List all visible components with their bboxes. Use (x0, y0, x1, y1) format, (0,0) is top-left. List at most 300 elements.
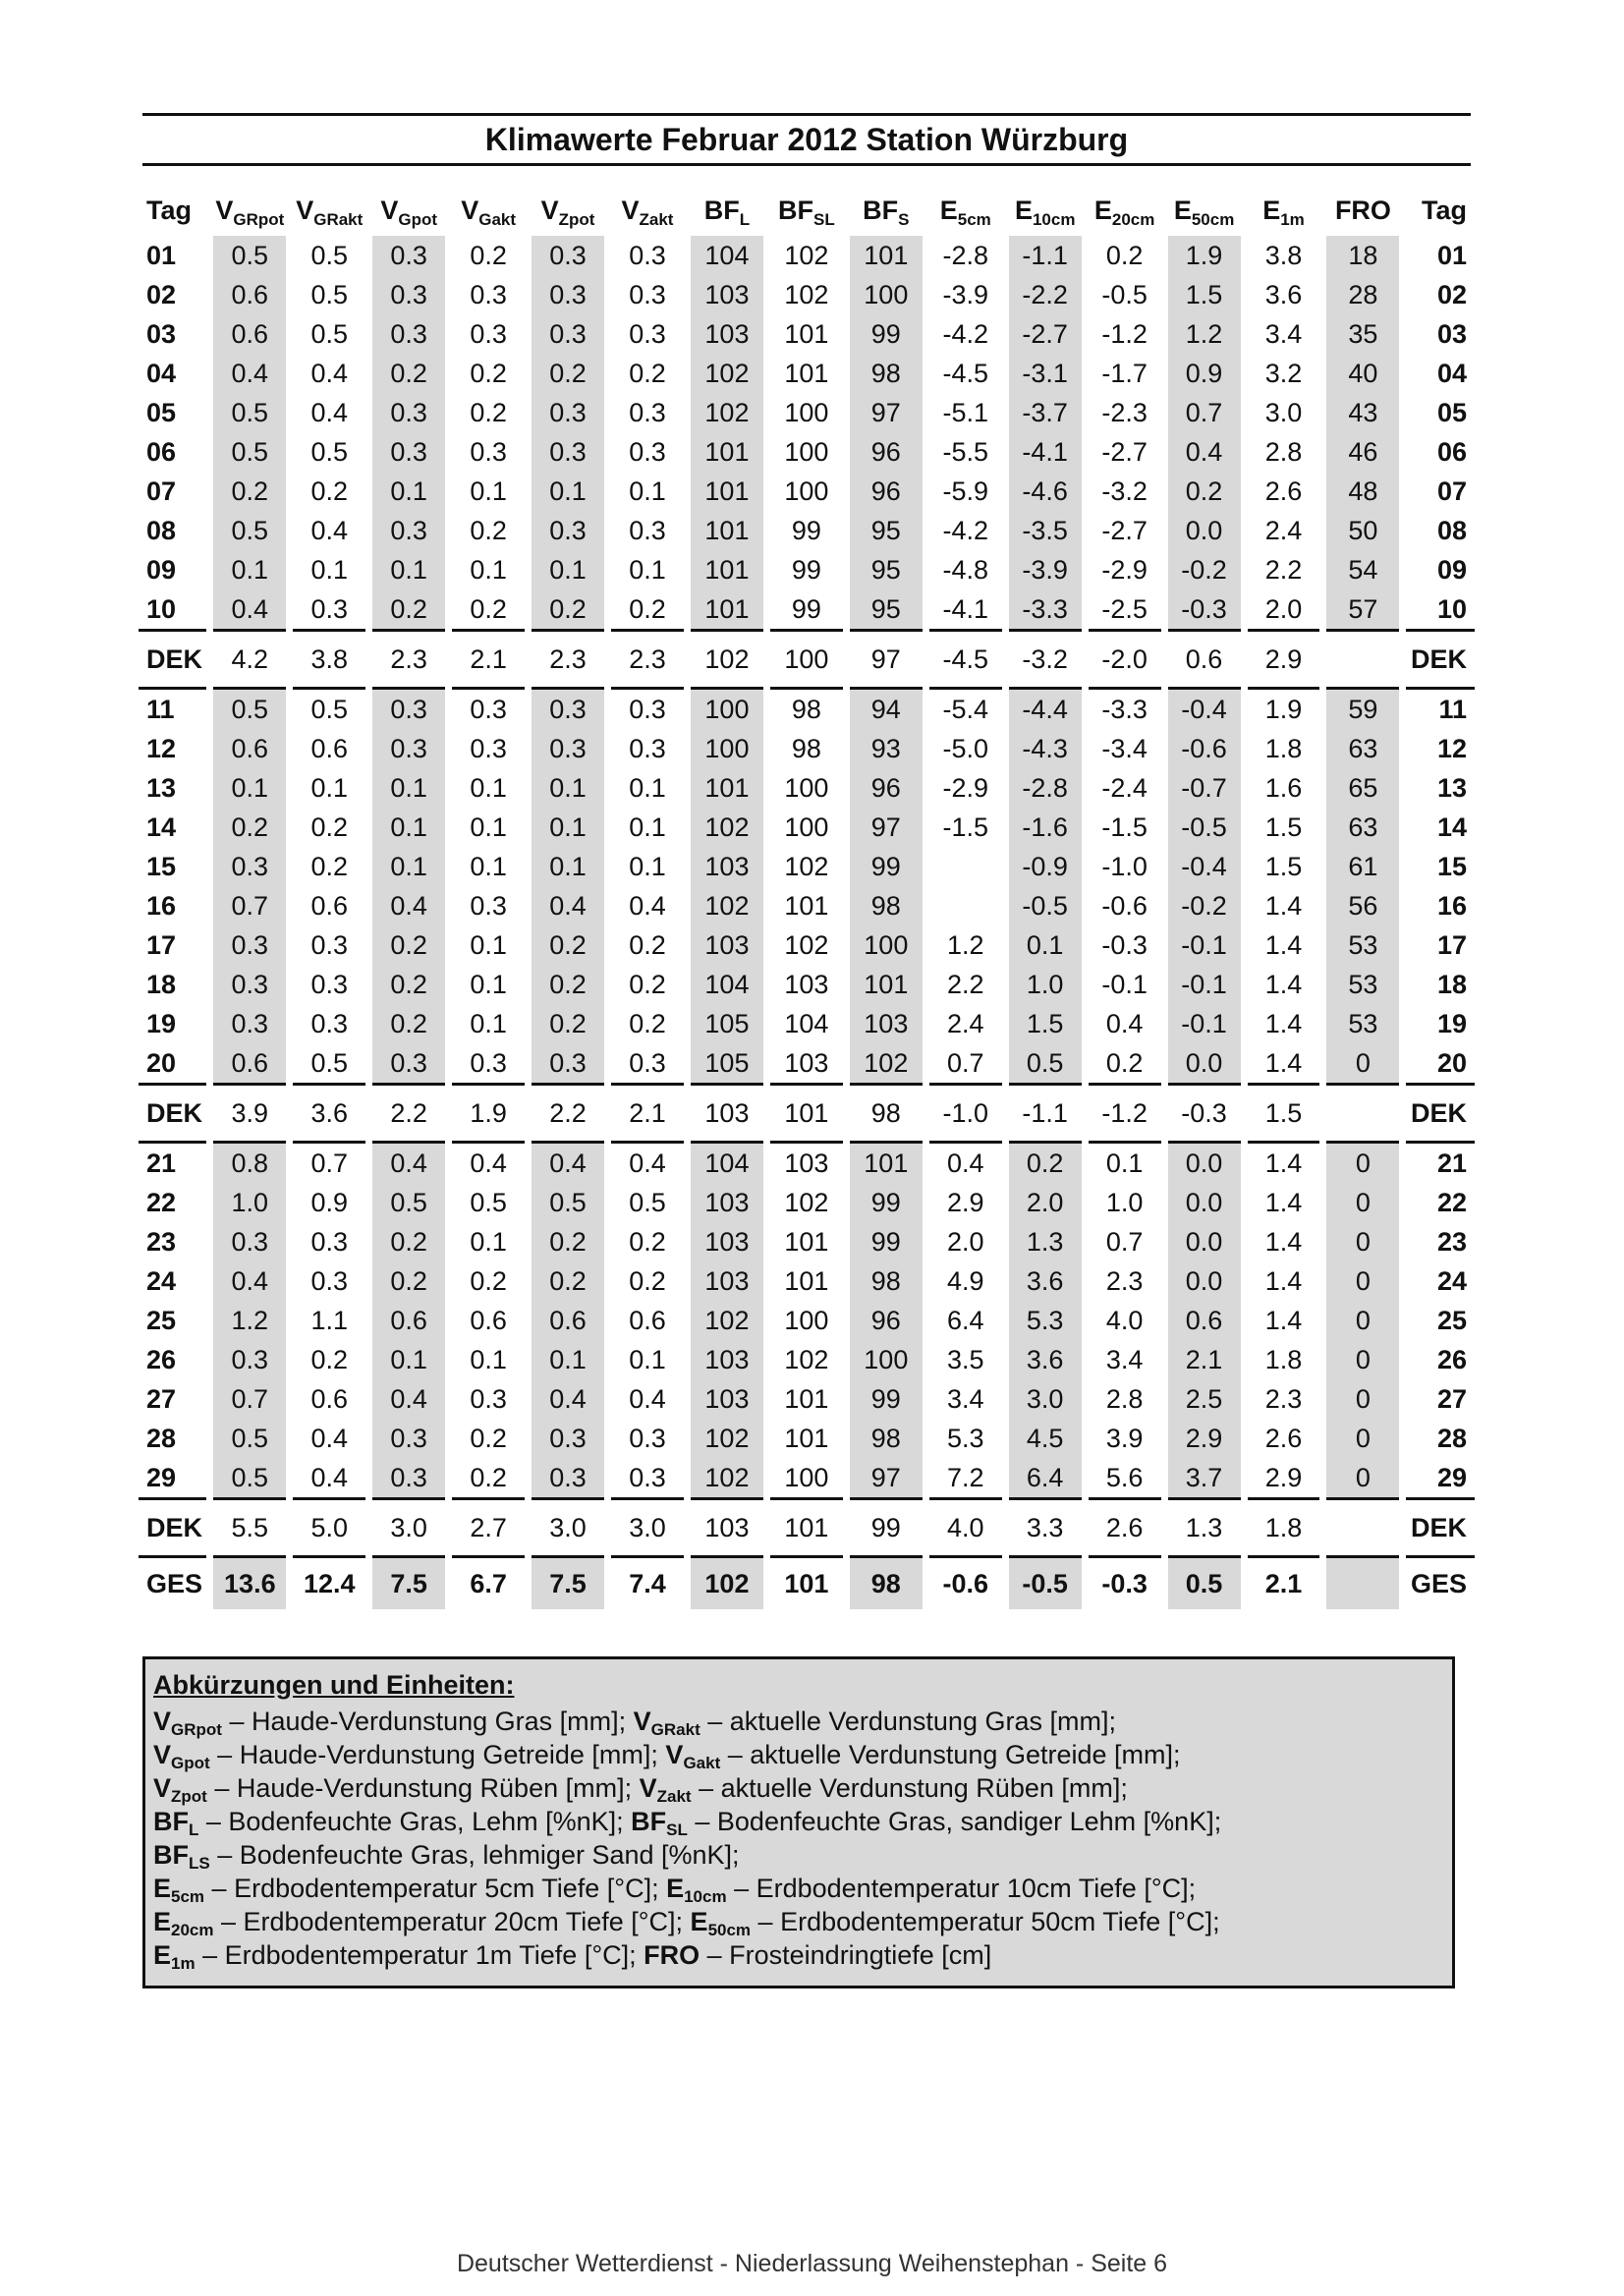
table-row (139, 689, 1475, 730)
table-cell: 0.9 (1164, 354, 1244, 393)
table-cell: 5.3 (1005, 1301, 1085, 1340)
table-cell: 6.4 (946, 1306, 984, 1335)
table-cell: 0.3 (369, 275, 449, 314)
table-cell: 2.6 (1264, 476, 1303, 506)
table-cell: 0.1 (210, 768, 290, 808)
table-cell: 0.6 (470, 1306, 507, 1335)
table-cell: -4.1 (1005, 432, 1085, 472)
table-cell: 98 (846, 1419, 925, 1458)
table-row (139, 768, 1475, 808)
table-cell: 65 (1323, 768, 1403, 808)
table-cell: -5.5 (942, 437, 989, 467)
table-cell: -3.3 (1101, 695, 1148, 724)
table-cell: 0.7 (1105, 1227, 1144, 1257)
table-cell: 0.3 (369, 432, 449, 472)
table-cell: -3.3 (1005, 589, 1085, 631)
table-cell: 0.5 (210, 432, 290, 472)
table-cell: 10 (146, 594, 177, 624)
table-cell: 0.2 (529, 589, 608, 631)
table-cell: 6.4 (1005, 1458, 1085, 1499)
table-cell: 2.8 (1264, 437, 1303, 467)
table-cell: 0.1 (310, 773, 349, 803)
table-cell: 1.4 (1264, 930, 1303, 960)
table-cell: 101 (846, 965, 925, 1004)
table-cell: 0.4 (310, 1463, 349, 1492)
table-cell: 0.4 (470, 1148, 507, 1178)
table-cell: 3.6 (290, 1085, 369, 1143)
table-cell: 0.2 (529, 1004, 608, 1043)
legend-abbrev: $E_{20cm}$ (153, 1907, 214, 1939)
table-cell: 03 (146, 319, 177, 349)
table-row (139, 808, 1475, 847)
table-cell: 0.4 (210, 589, 290, 631)
table-cell: 0.3 (629, 1424, 666, 1453)
table-cell: -1.5 (1101, 812, 1148, 842)
table-cell: GES (1410, 1569, 1467, 1598)
table-cell: 0.2 (629, 1266, 666, 1296)
table-cell: 98 (846, 1261, 925, 1301)
table-cell: 98 (846, 354, 925, 393)
table-cell: -2.0 (1085, 631, 1164, 689)
column-header: $BF_{SL}$ (778, 196, 835, 229)
table-cell: -0.3 (1164, 1085, 1244, 1143)
table-cell: -1.2 (1085, 1085, 1164, 1143)
table-cell: -3.2 (1101, 476, 1148, 506)
table-cell: 0.2 (210, 472, 290, 511)
table-cell: DEK (1403, 1085, 1475, 1143)
table-cell: 0.4 (369, 1143, 449, 1184)
table-cell: 0.3 (369, 236, 449, 275)
table-cell: 0.2 (529, 965, 608, 1004)
table-cell: 94 (846, 689, 925, 730)
table-cell: 1.2 (946, 930, 984, 960)
table-cell: 101 (846, 1143, 925, 1184)
table-cell: -4.6 (1005, 472, 1085, 511)
table-cell: 102 (784, 1345, 829, 1374)
table-cell: 0.1 (1105, 1148, 1144, 1178)
table-cell: 100 (687, 689, 766, 730)
table-row (139, 472, 1475, 511)
legend-line: $E_{20cm}$ – Erdbodentemperatur 20cm Tiefe [°C]; $E_{50cm}$ – Erdbodentemperatur 50cm Tiefe [°C]; (153, 1907, 1220, 1939)
table-cell: 0.2 (529, 1261, 608, 1301)
table-cell: 0.2 (470, 241, 507, 270)
table-cell: 100 (784, 1306, 829, 1335)
table-cell: 103 (687, 1183, 766, 1222)
table-cell: 102 (687, 393, 766, 432)
table-row (139, 236, 1475, 275)
table-cell: 0 (1323, 1340, 1403, 1379)
table-cell: 103 (687, 275, 766, 314)
table-cell: 1.3 (1005, 1222, 1085, 1261)
table-cell: -0.4 (1164, 847, 1244, 886)
table-cell: 04 (146, 359, 177, 388)
table-cell: 2.0 (946, 1227, 984, 1257)
table-cell: 99 (846, 1379, 925, 1419)
legend-abbrev: $V_{GRakt}$ (633, 1707, 700, 1739)
table-cell: 26 (146, 1345, 177, 1374)
table-row (139, 314, 1475, 354)
table-cell: 0.1 (369, 472, 449, 511)
table-cell: 0.3 (210, 1222, 290, 1261)
table-row (139, 1301, 1475, 1340)
table-cell: 0.1 (369, 768, 449, 808)
table-cell: -0.1 (1164, 1004, 1244, 1043)
table-cell: 102 (687, 808, 766, 847)
table-cell: 0.4 (369, 1379, 449, 1419)
table-cell: 2.1 (1164, 1340, 1244, 1379)
column-header: FRO (1334, 196, 1391, 225)
table-cell: 0.2 (369, 1222, 449, 1261)
table-cell: 17 (146, 930, 177, 960)
table-cell: -1.6 (1005, 808, 1085, 847)
table-row (139, 589, 1475, 631)
table-cell: 0.7 (310, 1148, 349, 1178)
table-row (139, 1183, 1475, 1222)
table-cell: -0.7 (1164, 768, 1244, 808)
table-cell: 98 (846, 1085, 925, 1143)
table-cell: 09 (146, 555, 177, 585)
table-cell: 25 (1436, 1306, 1467, 1335)
legend-line: $E_{1m}$ – Erdbodentemperatur 1m Tiefe [°C]; FRO – Frosteindringtiefe [cm] (153, 1940, 992, 1973)
table-cell: -4.4 (1005, 689, 1085, 730)
table-cell: 99 (846, 847, 925, 886)
table-cell: 1.9 (1164, 236, 1244, 275)
legend-line: $BF_L$ – Bodenfeuchte Gras, Lehm [%nK]; $BF_{SL}$ – Bodenfeuchte Gras, sandiger Lehm [%nK]; (153, 1807, 1222, 1839)
table-cell: 0.3 (529, 236, 608, 275)
table-cell: 07 (146, 476, 177, 506)
table-cell: 0.3 (369, 393, 449, 432)
table-cell: 0.1 (1005, 925, 1085, 965)
table-cell: -0.5 (1101, 280, 1148, 309)
table-cell: 100 (784, 398, 829, 427)
table-cell: 1.9 (449, 1085, 529, 1143)
table-cell: 0.1 (629, 1345, 666, 1374)
table-row (139, 1340, 1475, 1379)
table-cell: 2.8 (1105, 1384, 1144, 1414)
table-cell: 0.4 (629, 1148, 666, 1178)
table-cell: 0 (1323, 1043, 1403, 1085)
table-cell: 23 (1436, 1227, 1467, 1257)
table-cell: 0.2 (629, 1009, 666, 1038)
table-cell: 0.6 (310, 891, 349, 921)
table-cell: 0.3 (629, 1463, 666, 1492)
table-cell: 0.1 (529, 847, 608, 886)
table-cell: 0.1 (629, 555, 666, 585)
table-cell: 0.1 (470, 1227, 507, 1257)
table-cell: 0.7 (946, 1048, 984, 1078)
table-cell: 24 (1436, 1266, 1467, 1296)
table-cell: 0.2 (629, 359, 666, 388)
table-cell: 0.1 (470, 970, 507, 999)
table-cell: 0.2 (310, 812, 349, 842)
table-cell: DEK (139, 1085, 210, 1143)
table-cell: 0.1 (470, 1009, 507, 1038)
table-cell: -5.4 (942, 695, 989, 724)
table-cell: 0.1 (470, 555, 507, 585)
table-cell: 0.5 (210, 511, 290, 550)
legend-abbrev: $BF_{LS}$ (153, 1840, 210, 1873)
table-cell: 0.3 (629, 241, 666, 270)
table-cell: 0.1 (369, 847, 449, 886)
table-cell: 101 (784, 1569, 829, 1598)
table-cell: 2.6 (1264, 1424, 1303, 1453)
table-cell: -4.1 (942, 594, 989, 624)
table-cell: 0.1 (529, 768, 608, 808)
legend-line: $BF_{LS}$ – Bodenfeuchte Gras, lehmiger Sand [%nK]; (153, 1840, 740, 1873)
table-cell: 0.3 (210, 1004, 290, 1043)
table-cell: 28 (146, 1424, 177, 1453)
table-cell: 0.3 (310, 930, 349, 960)
table-cell: 0.5 (529, 1183, 608, 1222)
table-header-row (139, 185, 1475, 236)
table-cell: 0.2 (470, 398, 507, 427)
table-cell: 0.3 (629, 734, 666, 763)
table-cell: 7.5 (369, 1557, 449, 1610)
table-cell: 0.3 (529, 1458, 608, 1499)
table-cell: 0.2 (1105, 1048, 1144, 1078)
table-cell: 101 (784, 359, 829, 388)
table-cell: -1.7 (1101, 359, 1148, 388)
table-cell: 08 (146, 516, 177, 545)
table-cell: 0.1 (629, 852, 666, 881)
table-cell: 12.4 (303, 1569, 356, 1598)
table-cell: 100 (687, 729, 766, 768)
table-cell: 0.1 (369, 808, 449, 847)
table-cell (1323, 1557, 1403, 1610)
table-row (139, 1043, 1475, 1085)
legend-abbrev: $BF_{SL}$ (631, 1807, 688, 1839)
table-cell: 0.1 (470, 476, 507, 506)
table-cell: 0.5 (310, 695, 349, 724)
table-cell: DEK (1403, 631, 1475, 689)
table-row (139, 925, 1475, 965)
table-cell: 0.1 (529, 1340, 608, 1379)
table-cell: 0.2 (1105, 241, 1144, 270)
table-cell: 0.1 (369, 1340, 449, 1379)
table-cell: 0.3 (369, 314, 449, 354)
table-cell: 2.1 (1264, 1569, 1303, 1598)
table-cell: 12 (146, 734, 177, 763)
table-cell: 0.2 (369, 965, 449, 1004)
table-cell: 99 (846, 314, 925, 354)
table-cell: 27 (146, 1384, 177, 1414)
table-row (139, 550, 1475, 589)
table-cell: 1.0 (1105, 1188, 1144, 1217)
table-cell: 2.7 (449, 1499, 529, 1557)
table-cell: 0.3 (210, 847, 290, 886)
table-cell: 1.5 (1244, 1085, 1323, 1143)
table-cell: 97 (846, 1458, 925, 1499)
table-cell: 0.6 (529, 1301, 608, 1340)
table-cell: 0.5 (210, 236, 290, 275)
table-cell: 20 (146, 1048, 177, 1078)
column-header: $E_{20cm}$ (1093, 196, 1155, 229)
table-cell: 100 (784, 773, 829, 803)
table-cell: -0.1 (1101, 970, 1148, 999)
table-cell: 1.4 (1264, 1148, 1303, 1178)
table-cell: 100 (784, 437, 829, 467)
table-cell: 1.4 (1264, 1227, 1303, 1257)
table-cell: 3.7 (1164, 1458, 1244, 1499)
table-cell: 0.0 (1164, 1183, 1244, 1222)
table-cell: 3.4 (1105, 1345, 1144, 1374)
table-cell: 7.4 (629, 1569, 666, 1598)
table-cell: 2.9 (1264, 1463, 1303, 1492)
table-cell: 101 (766, 1085, 846, 1143)
table-cell: 5.0 (290, 1499, 369, 1557)
column-header: $V_{Zpot}$ (540, 196, 595, 229)
table-cell: 0.1 (529, 472, 608, 511)
table-cell: 0.1 (629, 476, 666, 506)
legend-line: $V_{GRpot}$ – Haude-Verdunstung Gras [mm]; $V_{GRakt}$ – aktuelle Verdunstung Gras [mm]; (153, 1707, 1116, 1739)
table-cell: 0.5 (1164, 1557, 1244, 1610)
table-cell: 0.1 (369, 550, 449, 589)
table-cell: 99 (846, 1222, 925, 1261)
table-cell: 0.1 (470, 930, 507, 960)
table-cell: 0.3 (470, 695, 507, 724)
table-cell: 99 (791, 594, 821, 624)
table-cell: 4.2 (210, 631, 290, 689)
table-cell: 18 (1323, 236, 1403, 275)
table-cell: 2.6 (1085, 1499, 1164, 1557)
table-cell: 101 (784, 319, 829, 349)
table-cell: -2.7 (1101, 437, 1148, 467)
table-cell: 6.7 (470, 1569, 507, 1598)
table-cell: 100 (784, 1463, 829, 1492)
table-cell: 0.5 (1005, 1043, 1085, 1085)
table-cell: 1.4 (1264, 891, 1303, 921)
table-cell: -2.4 (1101, 773, 1148, 803)
table-cell (1323, 631, 1403, 689)
climate-table (139, 185, 1475, 1609)
table-cell: 0.3 (310, 1266, 349, 1296)
table-cell: -4.2 (942, 516, 989, 545)
table-cell: 3.9 (210, 1085, 290, 1143)
table-cell: 23 (146, 1227, 177, 1257)
table-cell: GES (146, 1569, 203, 1598)
table-cell: 16 (1436, 891, 1467, 921)
table-cell: 7.5 (529, 1557, 608, 1610)
table-cell: 103 (687, 1085, 766, 1143)
table-cell: 0.2 (529, 354, 608, 393)
table-row (139, 1379, 1475, 1419)
table-cell: 3.4 (946, 1384, 984, 1414)
table-cell: 0.4 (369, 886, 449, 925)
table-cell: 1.5 (1164, 275, 1244, 314)
table-cell: 103 (687, 314, 766, 354)
column-header: $E_{1m}$ (1262, 196, 1305, 229)
table-cell: 0.6 (210, 314, 290, 354)
table-cell: 01 (1436, 241, 1467, 270)
table-cell: 1.4 (1264, 1048, 1303, 1078)
table-cell: -1.1 (1005, 1085, 1085, 1143)
table-cell: 2.2 (946, 970, 984, 999)
table-cell: 0.0 (1164, 1261, 1244, 1301)
table-cell: 101 (687, 511, 766, 550)
table-cell: 102 (784, 280, 829, 309)
table-cell: 0.0 (1164, 1222, 1244, 1261)
table-cell: 100 (784, 476, 829, 506)
table-cell: 0.1 (470, 852, 507, 881)
table-cell: 03 (1436, 319, 1467, 349)
table-cell: 0.9 (310, 1188, 349, 1217)
table-cell: 99 (791, 555, 821, 585)
table-cell: 0.3 (629, 516, 666, 545)
table-cell: 0.2 (470, 594, 507, 624)
table-cell: 0.8 (210, 1143, 290, 1184)
table-cell: 101 (784, 891, 829, 921)
table-cell: 22 (1436, 1188, 1467, 1217)
table-cell: 101 (784, 1227, 829, 1257)
table-cell: 0.1 (529, 808, 608, 847)
table-cell: 1.8 (1264, 1345, 1303, 1374)
table-cell: 29 (146, 1463, 177, 1492)
table-cell: 0.0 (1164, 1043, 1244, 1085)
table-cell: -3.9 (1005, 550, 1085, 589)
table-cell: 0.2 (529, 925, 608, 965)
table-cell: -1.2 (1101, 319, 1148, 349)
table-cell: 3.0 (369, 1499, 449, 1557)
table-cell: 2.3 (369, 631, 449, 689)
table-cell: 0.5 (310, 319, 349, 349)
table-cell: 0.6 (1164, 1301, 1244, 1340)
table-cell: 0 (1323, 1222, 1403, 1261)
table-cell: 3.3 (1005, 1499, 1085, 1557)
table-cell: 1.5 (1264, 812, 1303, 842)
table-cell: 0.3 (629, 398, 666, 427)
table-cell: 0.2 (1164, 472, 1244, 511)
column-header: $V_{Gpot}$ (380, 196, 438, 229)
table-cell: 2.4 (1264, 516, 1303, 545)
table-cell: 19 (1436, 1009, 1467, 1038)
table-cell: 103 (687, 1379, 766, 1419)
table-cell: 56 (1323, 886, 1403, 925)
table-cell: -3.4 (1101, 734, 1148, 763)
table-cell: 14 (1436, 812, 1467, 842)
table-cell: 0.3 (629, 1048, 666, 1078)
table-cell: 0.6 (210, 729, 290, 768)
table-cell: 02 (1436, 280, 1467, 309)
table-cell: 0.2 (470, 1266, 507, 1296)
table-cell: 0.4 (629, 891, 666, 921)
table-cell: -0.6 (1101, 891, 1148, 921)
table-cell: -2.3 (1101, 398, 1148, 427)
table-cell: 101 (784, 1266, 829, 1296)
table-cell: 0.4 (310, 1424, 349, 1453)
table-cell: 2.2 (369, 1085, 449, 1143)
table-cell: 0.3 (310, 970, 349, 999)
table-cell: 0.3 (310, 1009, 349, 1038)
table-cell: 0.2 (1005, 1143, 1085, 1184)
table-cell: 05 (1436, 398, 1467, 427)
table-cell: 0.1 (470, 773, 507, 803)
table-cell: 5.3 (946, 1424, 984, 1453)
table-cell: 104 (687, 236, 766, 275)
table-cell: 0.3 (529, 1043, 608, 1085)
table-cell: 0.4 (210, 1261, 290, 1301)
table-cell: 3.6 (1005, 1340, 1085, 1379)
table-cell: 0.4 (529, 886, 608, 925)
table-row (139, 1458, 1475, 1499)
table-cell: 102 (687, 1419, 766, 1458)
table-cell: 1.8 (1264, 734, 1303, 763)
table-cell: -1.0 (925, 1085, 1005, 1143)
table-cell: 02 (146, 280, 177, 309)
table-cell: 103 (687, 1222, 766, 1261)
table-cell: 105 (687, 1004, 766, 1043)
table-cell: 0.3 (629, 280, 666, 309)
table-cell: 1.4 (1264, 1266, 1303, 1296)
